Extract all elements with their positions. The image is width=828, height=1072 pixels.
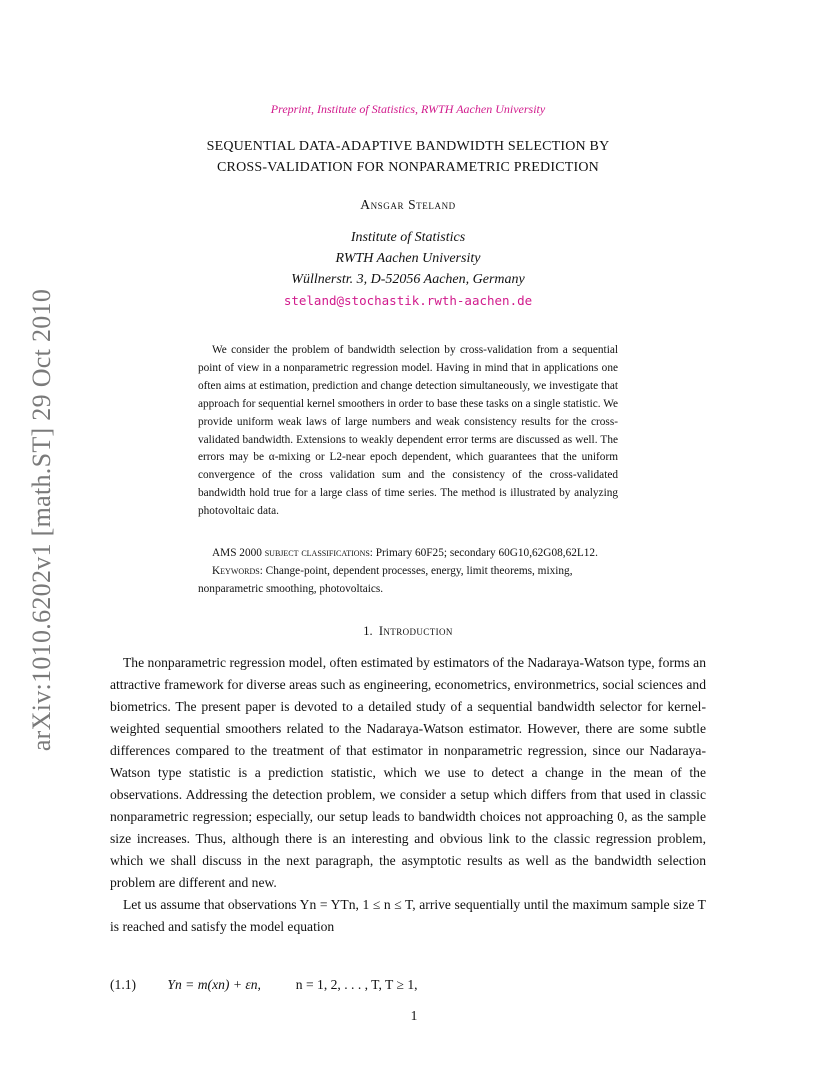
title-line-2: CROSS-VALIDATION FOR NONPARAMETRIC PREDICTION	[217, 160, 599, 175]
introduction-body	[110, 652, 706, 938]
author-email-link[interactable]: steland@stochastik.rwth-aachen.de	[283, 293, 533, 308]
affiliation-line: Institute of Statistics	[350, 230, 466, 245]
ams-classification	[198, 544, 618, 562]
metadata	[198, 544, 618, 598]
keywords-label: Keywords:	[212, 565, 263, 577]
affiliation-line: RWTH Aachen University	[335, 251, 481, 266]
equation-number: (1.1)	[110, 977, 137, 992]
section-heading	[110, 624, 706, 639]
abstract	[198, 342, 618, 521]
title-line-1: SEQUENTIAL DATA-ADAPTIVE BANDWIDTH SELECTION BY	[206, 139, 610, 154]
preprint-header: Preprint, Institute of Statistics, RWTH Aachen University	[270, 102, 546, 116]
author-name: Ansgar Steland	[360, 197, 456, 212]
ams-label: AMS 2000 subject classifications:	[212, 547, 373, 559]
equation-lhs: Yn = m(xn) + εn,	[167, 977, 261, 992]
paragraph: Let us assume that observations Yn = YTn, 1 ≤ n ≤ T, arrive sequentially until the maximum sample size T is reached and satisfy the model equation	[110, 897, 706, 934]
abstract-text: We consider the problem of bandwidth selection by cross-validation from a sequential point of view in a nonparametric regression model. Having in mind that in applications one often aims at estimation, prediction and change detection simultaneously, we investigate that approach for sequential kernel smoothers in order to base these tasks on a single statistic. We provide uniform weak laws of large numbers and weak consistency results for the cross-validated bandwidth. Extensions to weakly dependent error terms are discussed as well. The errors may be α-mixing or L2-near epoch dependent, which guarantees that the uniform convergence of the cross validation sum and the consistency of the cross-validated bandwidth hold true for a large class of time series. The method is illustrated by analyzing photovoltaic data.	[198, 344, 618, 518]
section-title: Introduction	[378, 624, 453, 638]
page-number: 1	[410, 1008, 418, 1023]
keywords	[198, 562, 618, 598]
affiliation-line: Wüllnerstr. 3, D-52056 Aachen, Germany	[291, 272, 525, 287]
ams-text: Primary 60F25; secondary 60G10,62G08,62L12.	[372, 547, 598, 559]
equation-1-1	[110, 977, 706, 993]
equation-rhs: n = 1, 2, . . . , T, T ≥ 1,	[295, 977, 418, 992]
paper-title	[110, 136, 706, 178]
paragraph: The nonparametric regression model, often estimated by estimators of the Nadaraya-Watson type, forms an attractive framework for diverse areas such as engineering, econometrics, environmetrics, social sciences and biometrics. The present paper is devoted to a detailed study of a sequential bandwidth selector for kernel-weighted sequential smoothers related to the Nadaraya-Watson estimator. However, there are some subtle differences compared to the treatment of that estimator in nonparametric regression, since our Nadaraya-Watson type statistic is a prediction statistic, which we use to detect a change in the mean of the observations. Addressing the detection problem, we consider a setup which differs from that used in classic nonparametric regression; especially, our setup leads to bandwidth choices not approaching 0, as the sample size increases. Thus, although there is an interesting and obvious link to the classic regression problem, which we shall discuss in the next paragraph, the asymptotic results as well as the bandwidth selection problem are different and new.	[110, 655, 706, 890]
affiliation	[110, 227, 706, 311]
keywords-text: Change-point, dependent processes, energy, limit theorems, mixing, nonparametric smoothing, photovoltaics.	[198, 565, 573, 595]
section-number: 1.	[363, 624, 373, 638]
arxiv-stamp: arXiv:1010.6202v1 [math.ST] 29 Oct 2010	[27, 288, 56, 752]
